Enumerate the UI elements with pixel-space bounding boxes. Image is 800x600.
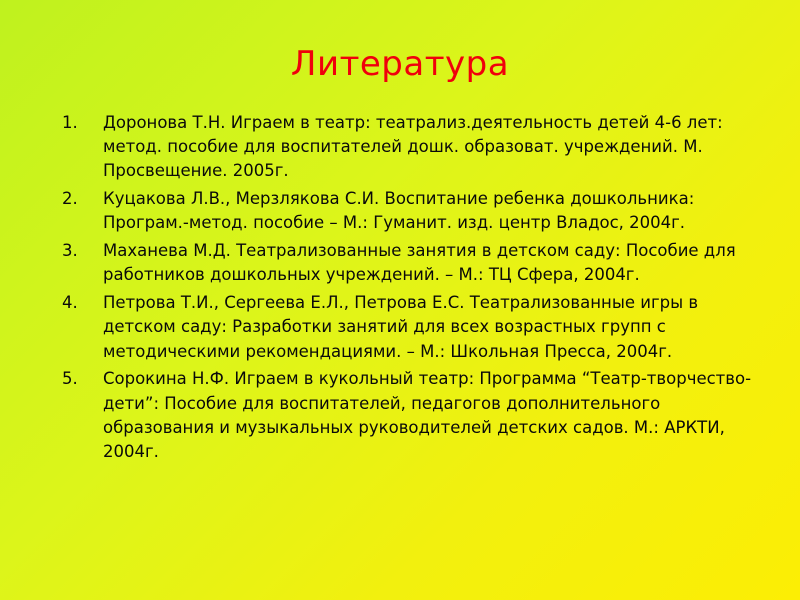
- reference-text: Маханева М.Д. Театрализованные занятия в детском саду: Пособие для работников дошкольных учреждений. – М.: ТЦ Сфера, 2004г.: [103, 241, 736, 285]
- reference-text: Петрова Т.И., Сергеева Е.Л., Петрова Е.С. Театрализованные игры в детском саду: Разработки занятий для всех возрастных групп с методическими рекомендациями. – М.: Школьная Пресса, 2004г.: [103, 293, 699, 361]
- reference-list: [62, 111, 762, 468]
- reference-item: [62, 187, 762, 235]
- reference-number: 5.: [62, 369, 78, 389]
- reference-item: [62, 239, 762, 287]
- reference-number: 2.: [62, 189, 78, 209]
- slide-title: Литература: [290, 44, 510, 84]
- reference-number: 1.: [62, 113, 78, 132]
- reference-text: Доронова Т.Н. Играем в театр: театрализ.деятельность детей 4-6 лет: метод. пособие для воспитателей дошк. образоват. учреждений. М. Просвещение. 2005г.: [103, 113, 723, 181]
- reference-number: 3.: [62, 241, 78, 261]
- reference-item: [62, 291, 762, 364]
- reference-text: Куцакова Л.В., Мерзлякова С.И. Воспитание ребенка дошкольника: Програм.-метод. пособие – М.: Гуманит. изд. центр Владос, 2004г.: [103, 189, 695, 233]
- reference-text: Сорокина Н.Ф. Играем в кукольный театр: Программа “Театр-творчество-дети”: Пособие для воспитателей, педагогов дополнительного образования и музыкальных руководителей детских садов. М.: АРКТИ, 2004г.: [103, 369, 752, 462]
- reference-item: [62, 111, 762, 184]
- reference-number: 4.: [62, 293, 78, 313]
- reference-item: [62, 367, 762, 464]
